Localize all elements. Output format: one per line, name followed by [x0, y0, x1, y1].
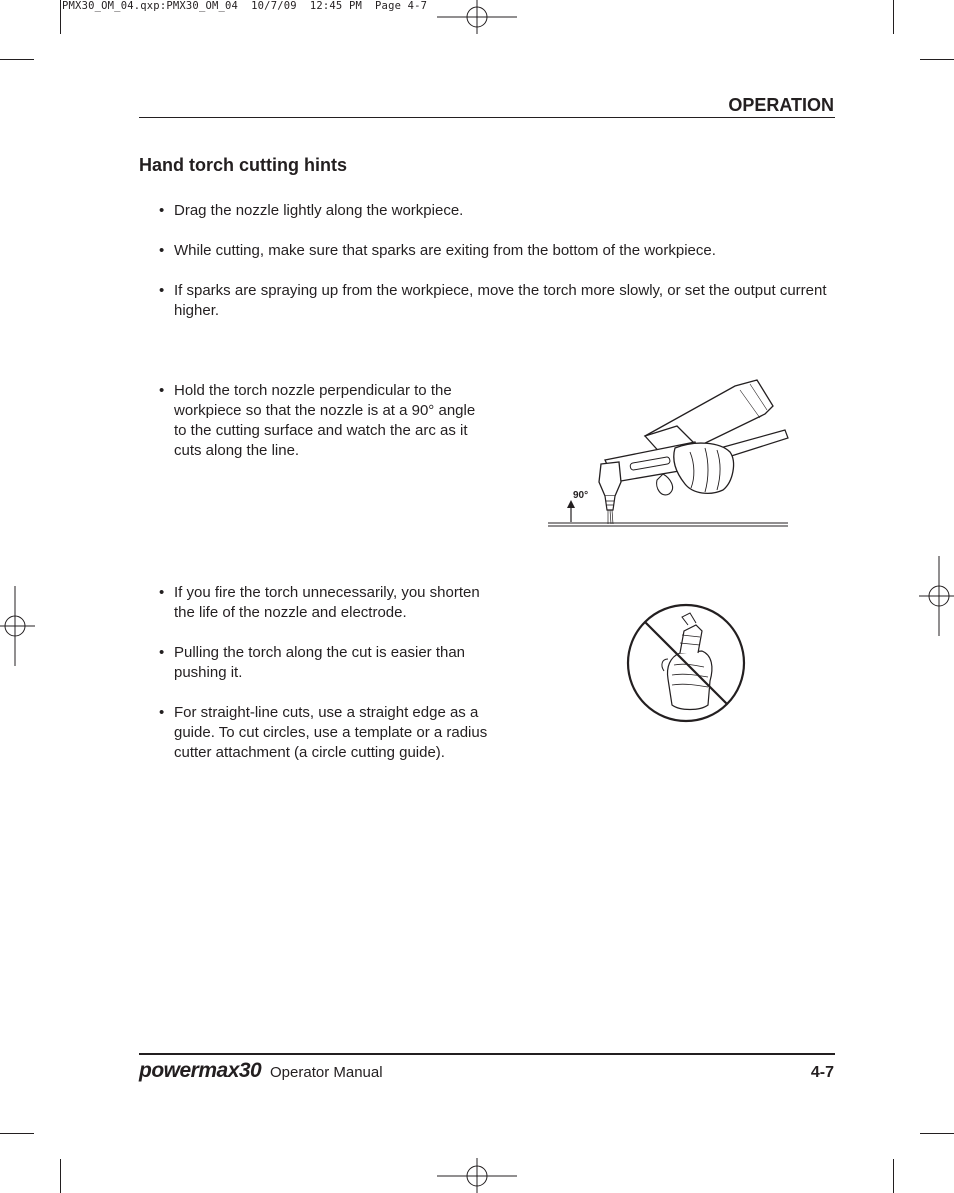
- footer-rule: [139, 1053, 835, 1055]
- registration-mark: [437, 1158, 517, 1193]
- hints-more-list: [139, 583, 494, 763]
- crop-mark: [0, 1133, 34, 1134]
- list-item: • Drag the nozzle lightly along the workpiece.: [139, 201, 829, 221]
- registration-mark: [0, 586, 35, 666]
- crop-mark: [920, 1133, 954, 1134]
- list-item: • Hold the torch nozzle perpendicular to the workpiece so that the nozzle is at a 90° angle to the cutting surface and watch the arc as it cuts along the line.: [139, 381, 489, 461]
- crop-mark: [60, 0, 61, 34]
- manual-title: Operator Manual: [270, 1064, 383, 1081]
- crop-mark: [0, 59, 34, 60]
- crop-mark: [893, 1159, 894, 1193]
- crop-mark: [60, 1159, 61, 1193]
- page-number: 4-7: [810, 1064, 834, 1081]
- hints-general-list: [139, 201, 829, 321]
- hints-angle-list: [139, 381, 489, 461]
- section-title: OPERATION: [728, 95, 834, 115]
- list-item: • If sparks are spraying up from the workpiece, move the torch more slowly, or set the output current higher.: [139, 281, 829, 321]
- file-slug: PMX30_OM_04.qxp:PMX30_OM_04 10/7/09 12:45 PM Page 4-7: [62, 0, 428, 12]
- list-item: • For straight-line cuts, use a straight edge as a guide. To cut circles, use a template or a radius cutter attachment (a circle cutting guide).: [139, 703, 494, 763]
- header-rule: [139, 117, 835, 118]
- crop-mark: [920, 59, 954, 60]
- page-heading: Hand torch cutting hints: [139, 155, 347, 175]
- brand-logo: powermax30: [139, 1059, 262, 1082]
- list-item: • While cutting, make sure that sparks are exiting from the bottom of the workpiece.: [139, 241, 829, 261]
- registration-mark: [919, 556, 954, 636]
- torch-90-degree-illustration: [545, 378, 795, 530]
- registration-mark: [437, 0, 517, 35]
- no-firing-prohibition-illustration: [624, 601, 748, 725]
- angle-label: 90°: [573, 490, 589, 501]
- crop-mark: [893, 0, 894, 34]
- list-item: • Pulling the torch along the cut is easier than pushing it.: [139, 643, 494, 683]
- list-item: • If you fire the torch unnecessarily, you shorten the life of the nozzle and electrode.: [139, 583, 494, 623]
